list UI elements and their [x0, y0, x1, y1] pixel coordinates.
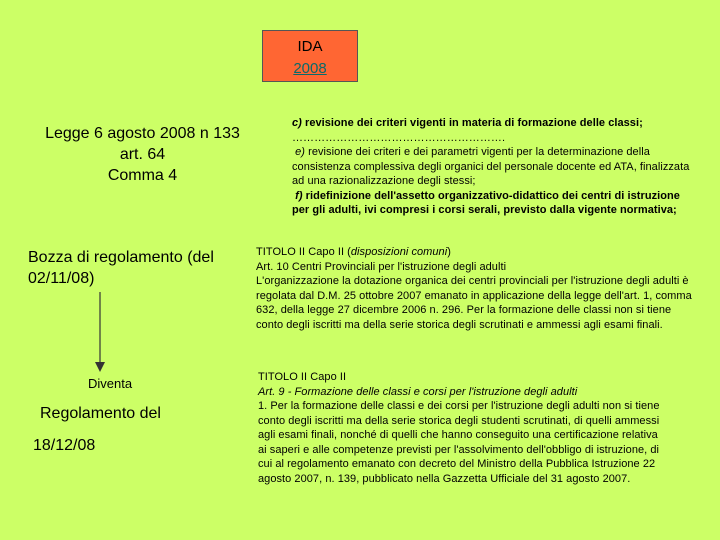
titolo2-block [258, 370, 668, 486]
comma-f-text: ridefinizione dell'assetto organizzativo-didattico dei centri di istruzione per gli adulti, ivi compresi i corsi serali, previsto dalla vigente normativa; [292, 189, 680, 216]
legge-line: Legge 6 agosto 2008 n 133 [45, 125, 240, 142]
titolo2-heading: TITOLO II Capo II [258, 371, 347, 383]
legge-line: Comma 4 [107, 167, 178, 184]
titolo1-art: Art. 10 Centri Provinciali per l'istruzione degli adulti [256, 260, 507, 273]
title-label: IDA [297, 38, 323, 55]
comma-e-item [292, 145, 697, 189]
titolo1-heading-pre: TITOLO II Capo II ( [256, 246, 351, 258]
comma-e-text: revisione dei criteri e dei parametri vigenti per la determinazione della consistenza complessiva degli organici del personale docente ed ATA, finalizzata ad una razionalizzazione degli stessi; [292, 146, 690, 187]
title-box [262, 30, 358, 82]
comma-f-item [292, 189, 697, 218]
titolo2-art: Art. 9 - Formazione delle classi e corsi per l'istruzione degli adulti [258, 385, 578, 398]
regolamento-label: Regolamento del [40, 405, 161, 422]
comma-c-text: revisione dei criteri vigenti in materia di formazione delle classi; [301, 117, 643, 129]
titolo1-heading-italic: disposizioni comuni [350, 246, 448, 258]
titolo2-body: 1. Per la formazione delle classi e dei corsi per l'istruzione degli adulti non si tiene conto degli iscritti ma della serie storica degli studenti scrutinati, di quelli ammessi agli esami finali, nonché di quelli che hanno conseguito una certificazione relativa ai saperi e alle competenze previsti per l'assolvimento dell'obbligo di istruzione, di cui al regolamento emanato con decreto del Ministro della Pubblica Istruzione 22 agosto 2007, n. 139, pubblicato nella Gazzetta Ufficiale del 31 agosto 2007. [258, 400, 660, 485]
comma-dots: …………………………………………………. [292, 131, 506, 144]
comma-f-label: f) [295, 189, 303, 202]
titolo1-body: L'organizzazione la dotazione organica dei centri provinciali per l'istruzione degli adulti è regolata dal D.M. 25 ottobre 2007 emanato in applicazione della legge dell'art. 1, comma 632, della legge 27 dicembre 2006 n. 296. Per la formazione delle classi non si tiene conto degli iscritti ma della serie storica degli scrutinati e ammessi agli esami finali. [256, 275, 692, 331]
comma-text-block [292, 116, 697, 218]
bozza-line: Bozza di regolamento (del [28, 249, 214, 266]
titolo1-block [256, 245, 696, 332]
bozza-reference [28, 247, 258, 289]
legge-line: art. 64 [119, 146, 166, 163]
bozza-line: 02/11/08) [28, 270, 95, 287]
legge-reference [20, 123, 265, 186]
regolamento-date: 18/12/08 [33, 437, 96, 454]
comma-e-label: e) [295, 146, 305, 158]
comma-c-item [292, 116, 697, 131]
down-arrow-icon [93, 292, 107, 372]
title-year-link[interactable]: 2008 [293, 60, 327, 77]
comma-c-label: c) [292, 117, 302, 129]
diventa-label: Diventa [88, 376, 133, 391]
titolo1-heading [256, 245, 696, 260]
titolo1-heading-post: ) [447, 246, 451, 258]
